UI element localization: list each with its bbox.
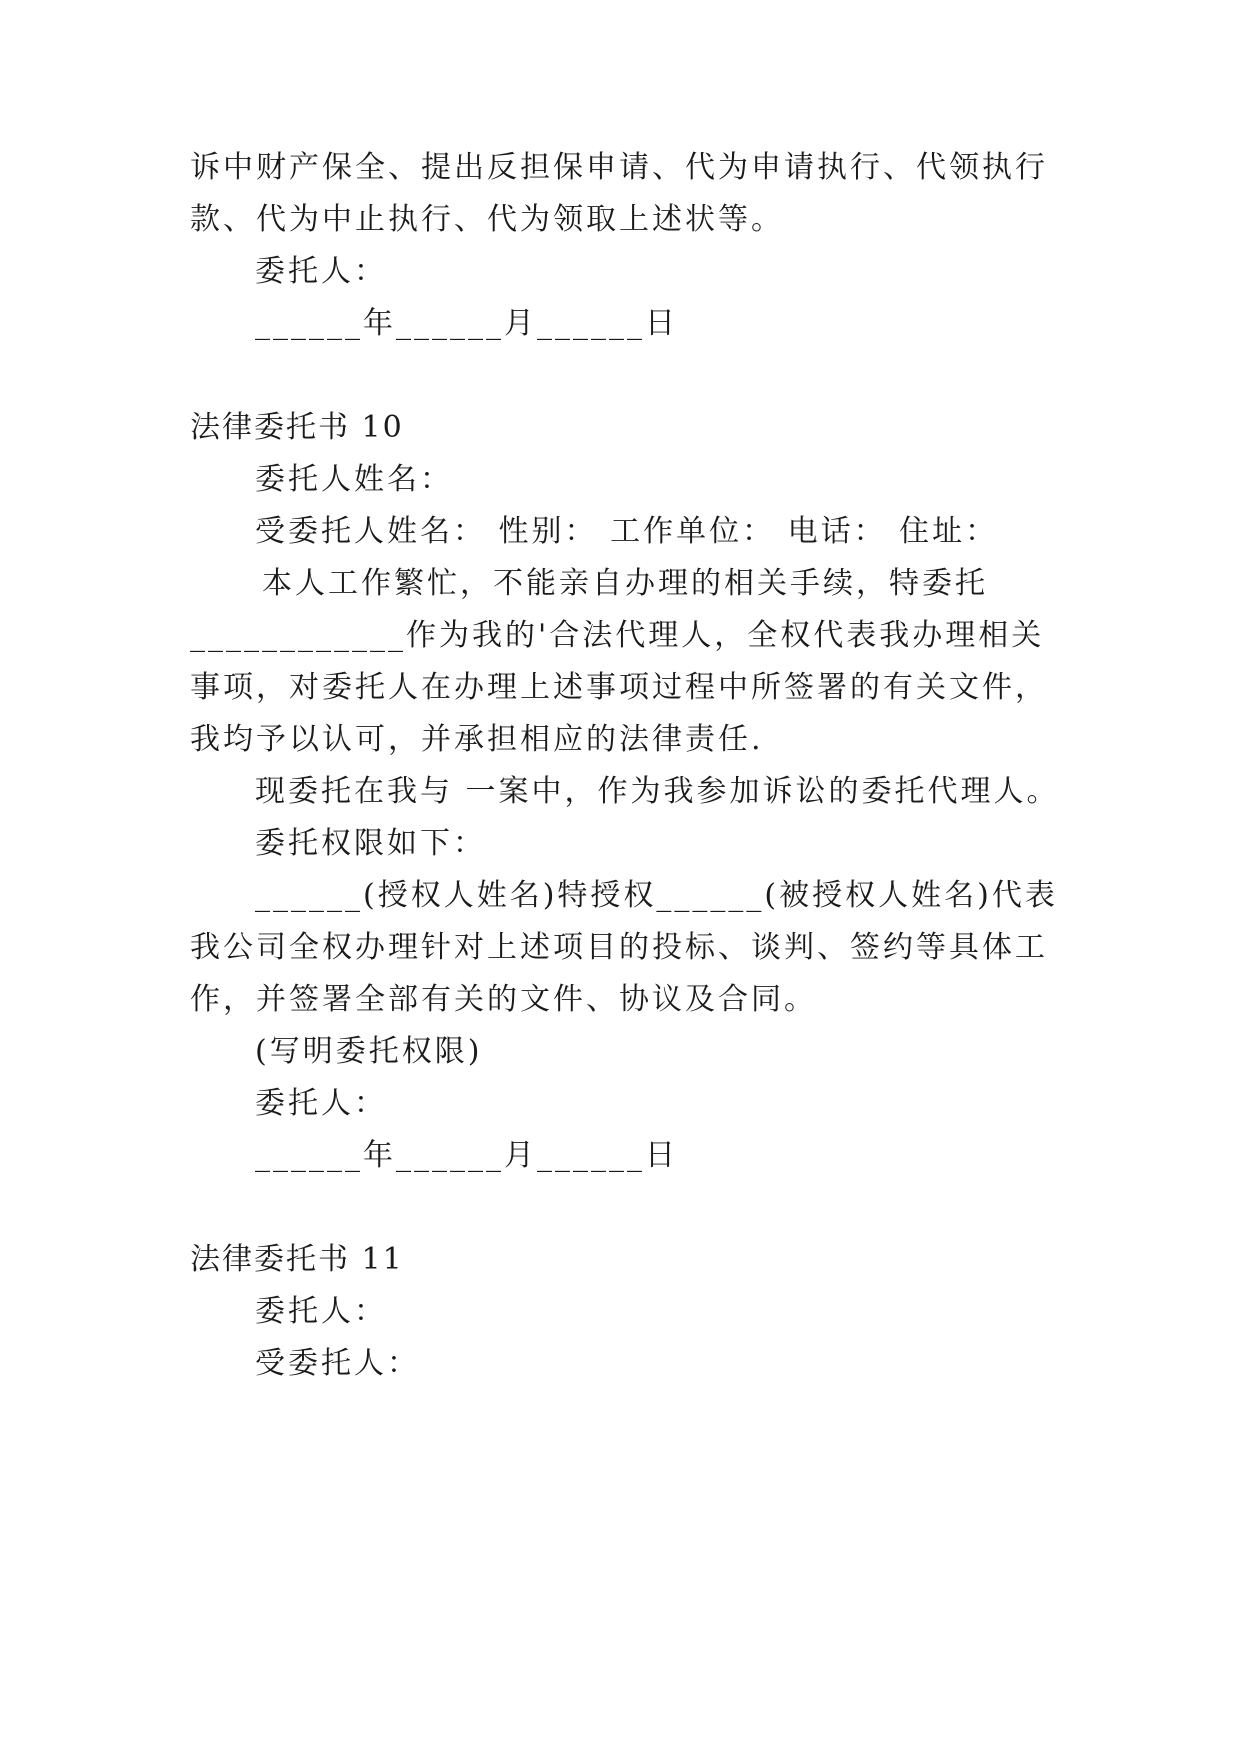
paragraph-line: 款、代为中止执行、代为领取上述状等。 [190, 202, 784, 237]
paragraph-line: 我公司全权办理针对上述项目的投标、谈判、签约等具体工 [190, 930, 1048, 965]
principal-label: 委托人： [255, 1086, 387, 1121]
principal-name-label: 委托人姓名： [255, 462, 453, 497]
principal-label: 委托人： [255, 254, 387, 289]
paragraph-line: 本人工作繁忙，不能亲自办理的相关手续，特委托 [262, 566, 988, 601]
paragraph-line: 事项，对委托人在办理上述事项过程中所签署的有关文件， [190, 670, 1048, 705]
agent-label: 受委托人： [255, 1346, 420, 1381]
paragraph-line: ______(授权人姓名)特授权______(被授权人姓名)代表 [255, 878, 1058, 913]
date-line: ______年______月______日 [255, 1138, 678, 1173]
paragraph-line: 现委托在我与 一案中，作为我参加诉讼的委托代理人。 [255, 774, 1060, 809]
paragraph-line: 诉中财产保全、提出反担保申请、代为申请执行、代领执行 [190, 150, 1048, 185]
agent-info-labels: 受委托人姓名： 性别： 工作单位： 电话： 住址： [255, 514, 999, 549]
section-heading-10: 法律委托书 10 [190, 410, 404, 445]
authority-label: 委托权限如下： [255, 826, 486, 861]
paragraph-line: 我均予以认可，并承担相应的法律责任. [190, 722, 764, 757]
section-heading-11: 法律委托书 11 [190, 1242, 404, 1277]
paragraph-line: ____________作为我的'合法代理人，全权代表我办理相关 [190, 618, 1045, 653]
paragraph-line: 作，并签署全部有关的文件、协议及合同。 [190, 982, 817, 1017]
authority-note: (写明委托权限) [255, 1034, 483, 1069]
principal-label: 委托人： [255, 1294, 387, 1329]
date-line: ______年______月______日 [255, 306, 678, 341]
